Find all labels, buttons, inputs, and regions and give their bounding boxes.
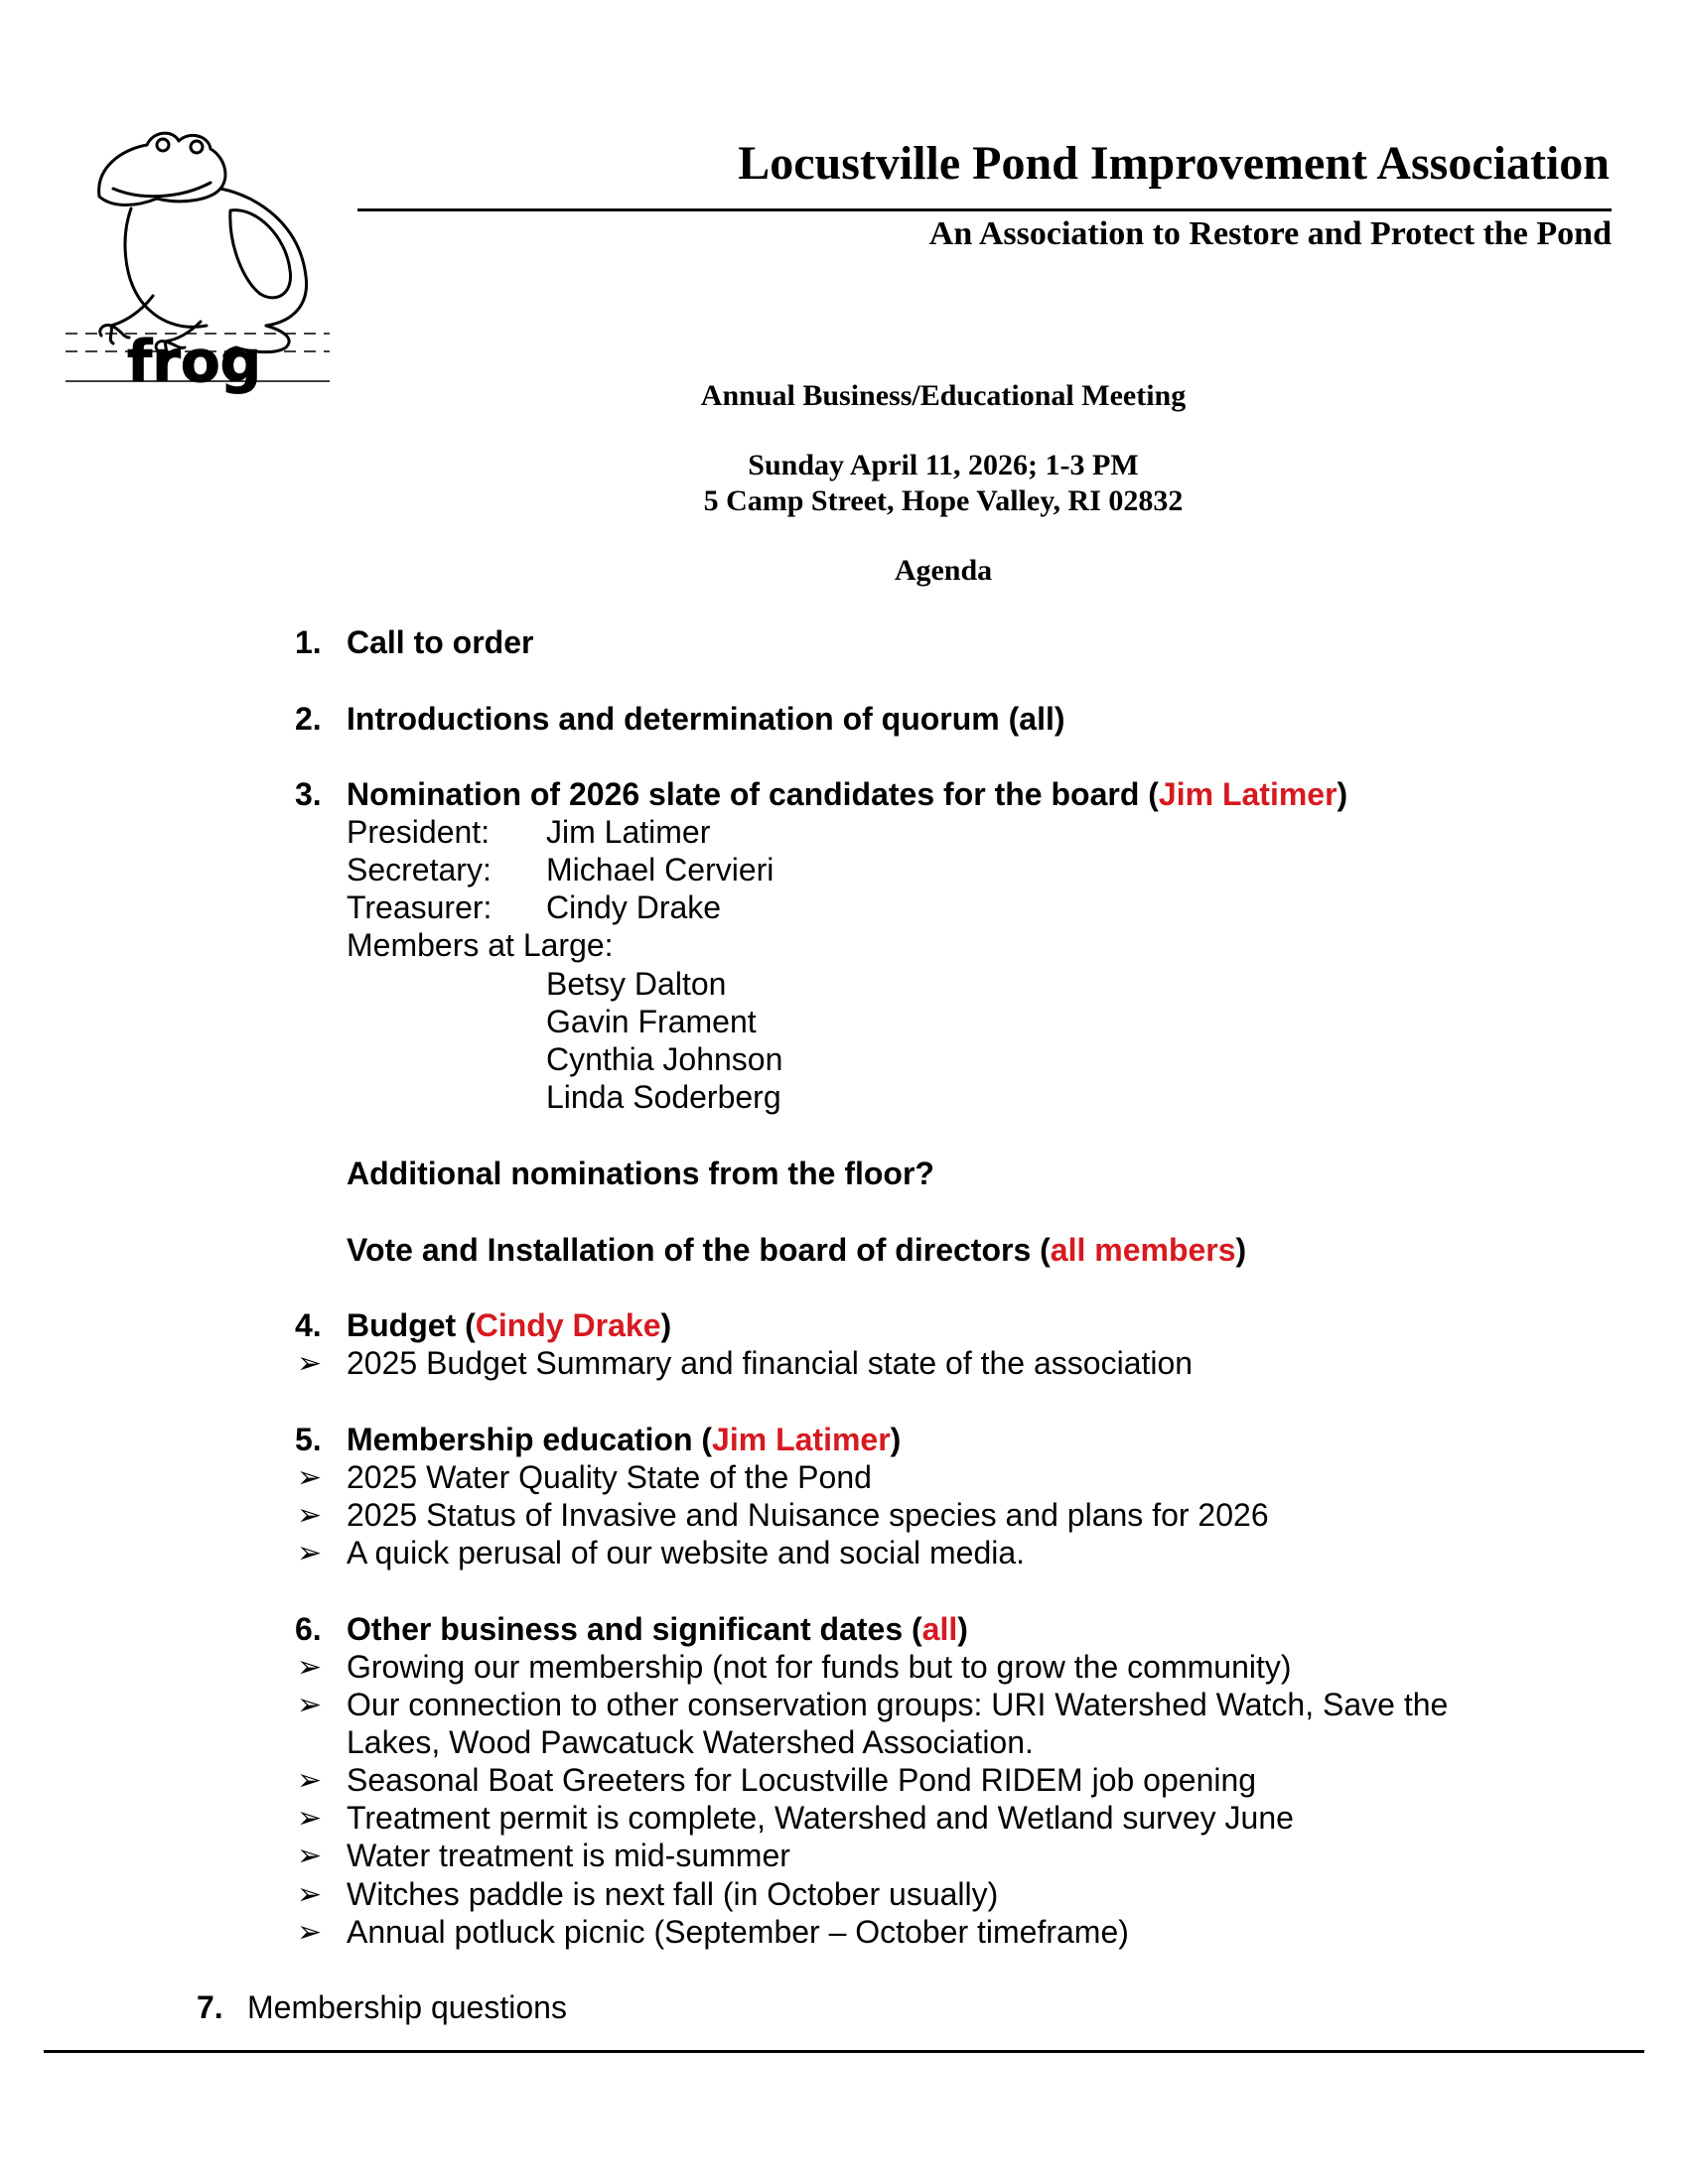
item-number: 4. xyxy=(295,1307,322,1343)
officer-role: Secretary: xyxy=(347,852,492,887)
item-number: 6. xyxy=(295,1611,322,1647)
bullet-item: Seasonal Boat Greeters for Locustville Pond RIDEM job opening xyxy=(347,1762,1257,1798)
bullet-arrow-icon: ➢ xyxy=(297,1499,323,1532)
member-name: Gavin Frament xyxy=(546,1004,757,1039)
tagline: An Association to Restore and Protect the Pond xyxy=(928,215,1612,252)
logo-text: frog xyxy=(127,328,262,395)
bullet-item: 2025 Water Quality State of the Pond xyxy=(347,1459,872,1495)
vote-installation: Vote and Installation of the board of directors (all members) xyxy=(347,1232,1247,1268)
bullet-arrow-icon: ➢ xyxy=(297,1802,323,1835)
bullet-item: Our connection to other conservation groups: URI Watershed Watch, Save the xyxy=(347,1687,1449,1722)
bullet-item: 2025 Status of Invasive and Nuisance species and plans for 2026 xyxy=(347,1497,1269,1533)
agenda-item-membership-education: Membership education (Jim Latimer) xyxy=(347,1422,902,1457)
agenda-item-other-business: Other business and significant dates (all) xyxy=(347,1611,968,1647)
member-name: Cynthia Johnson xyxy=(546,1041,783,1077)
footer-rule xyxy=(44,2050,1644,2053)
item-number: 2. xyxy=(295,701,322,737)
additional-nominations: Additional nominations from the floor? xyxy=(347,1156,934,1191)
presenter: Jim Latimer xyxy=(1158,776,1337,812)
bullet-item: Growing our membership (not for funds but to grow the community) xyxy=(347,1649,1292,1685)
bullet-item: Annual potluck picnic (September – October timeframe) xyxy=(347,1914,1129,1950)
item-number: 7. xyxy=(197,1989,223,2025)
meeting-date: Sunday April 11, 2026; 1-3 PM xyxy=(748,449,1139,481)
bullet-item-continuation: Lakes, Wood Pawcatuck Watershed Association. xyxy=(347,1724,1034,1760)
bullet-arrow-icon: ➢ xyxy=(297,1537,323,1570)
agenda-item-call-to-order: Call to order xyxy=(347,624,534,660)
bullet-item: 2025 Budget Summary and financial state of the association xyxy=(347,1345,1194,1381)
officer-name: Michael Cervieri xyxy=(546,852,774,887)
bullet-arrow-icon: ➢ xyxy=(297,1651,323,1684)
bullet-arrow-icon: ➢ xyxy=(297,1461,323,1494)
bullet-item: A quick perusal of our website and social media. xyxy=(347,1535,1026,1570)
item-number: 5. xyxy=(295,1422,322,1457)
agenda-title: Agenda xyxy=(894,554,993,587)
members-at-large-label: Members at Large: xyxy=(347,927,614,963)
bullet-arrow-icon: ➢ xyxy=(297,1347,323,1380)
bullet-arrow-icon: ➢ xyxy=(297,1878,323,1911)
org-name: Locustville Pond Improvement Association xyxy=(738,137,1610,190)
bullet-arrow-icon: ➢ xyxy=(297,1916,323,1949)
member-name: Linda Soderberg xyxy=(546,1079,781,1115)
presenter: all xyxy=(921,1611,958,1647)
presenter: Cindy Drake xyxy=(475,1307,661,1343)
agenda-item-nominations: Nomination of 2026 slate of candidates for the board (Jim Latimer) xyxy=(347,776,1348,812)
member-name: Betsy Dalton xyxy=(546,966,727,1002)
meeting-address: 5 Camp Street, Hope Valley, RI 02832 xyxy=(703,484,1184,517)
agenda-item-membership-questions: Membership questions xyxy=(247,1989,567,2025)
officer-name: Cindy Drake xyxy=(546,889,722,925)
agenda-item-budget: Budget (Cindy Drake) xyxy=(347,1307,672,1343)
bullet-item: Treatment permit is complete, Watershed and Wetland survey June xyxy=(347,1800,1294,1836)
presenter: Jim Latimer xyxy=(712,1422,891,1457)
bullet-item: Witches paddle is next fall (in October usually) xyxy=(347,1876,999,1912)
presenter: all members xyxy=(1050,1232,1236,1268)
bullet-arrow-icon: ➢ xyxy=(297,1689,323,1721)
bullet-arrow-icon: ➢ xyxy=(297,1764,323,1797)
officer-role: Treasurer: xyxy=(347,889,492,925)
bullet-arrow-icon: ➢ xyxy=(297,1840,323,1872)
item-number: 3. xyxy=(295,776,322,812)
officer-name: Jim Latimer xyxy=(546,814,711,850)
bullet-item: Water treatment is mid-summer xyxy=(347,1838,790,1873)
item-number: 1. xyxy=(295,624,322,660)
agenda-item-introductions: Introductions and determination of quorum (all) xyxy=(347,701,1065,737)
officer-role: President: xyxy=(347,814,491,850)
meeting-title: Annual Business/Educational Meeting xyxy=(700,379,1187,412)
